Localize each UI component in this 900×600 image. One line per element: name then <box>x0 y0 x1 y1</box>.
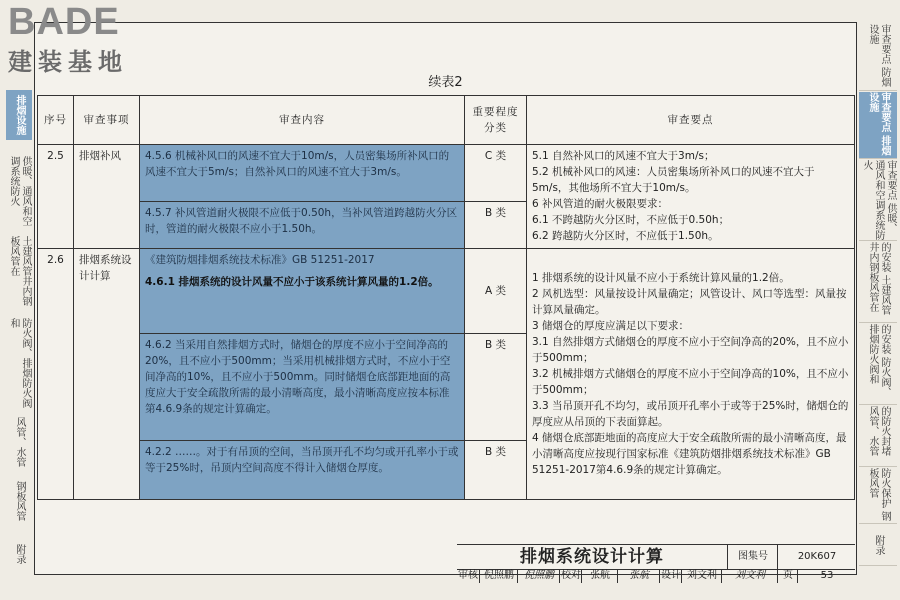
row-item: 排烟系统设计计算 <box>74 249 140 500</box>
row-points <box>527 145 855 249</box>
point-line: 3.2 机械排烟方式储烟仓的厚度不应小于空间净高的10%，且不应小于500mm； <box>532 368 849 396</box>
right-tab-steel-duct[interactable]: 防火保护 钢板风管 <box>859 468 897 524</box>
reviewer-signature: 倪照鹏 <box>517 569 560 583</box>
row-level: A 类 <box>465 249 527 334</box>
point-line: 5.1 自然补风口的风速不宜大于3m/s； <box>532 150 715 162</box>
page-number: 53 <box>797 569 856 583</box>
right-tab-fire-damper[interactable]: 的安装 防火阀、排烟防火阀和 <box>859 324 897 405</box>
header-content: 审查内容 <box>140 96 465 145</box>
point-line: 2 风机选型：风量按设计风量确定；风管设计、风口等选型：风量按计算风量确定。 <box>532 288 847 316</box>
atlas-label: 图集号 <box>727 545 778 569</box>
point-line: 3.3 当吊顶开孔不均匀，或吊顶开孔率小于或等于25%时，储烟仓的厚度应从吊顶的下表面算起。 <box>532 400 849 428</box>
row-content-clause <box>140 249 465 334</box>
row-level: B 类 <box>465 441 527 500</box>
reviewer-name: 倪照鹏 <box>479 569 518 583</box>
point-line: 6.2 跨越防火分区时，不应低于1.50h。 <box>532 230 719 242</box>
header-number: 序号 <box>38 96 74 145</box>
row-content-clause: 4.2.2 ……。对于有吊顶的空间，当吊顶开孔不均匀或开孔率小于或等于25%时，吊顶内空间高度不得计入储烟仓厚度。 <box>140 441 465 500</box>
row-item: 排烟补风 <box>74 145 140 249</box>
design-label: 设计 <box>661 570 681 581</box>
left-tab-fire-damper[interactable]: 防火阀、排烟防火阀和 <box>8 318 31 408</box>
right-tab-firestop[interactable]: 的防火封堵 风管、水管 <box>859 406 897 467</box>
point-line: 3 储烟仓的厚度应满足以下要求： <box>532 320 690 332</box>
left-tab-hvac[interactable]: 供暖、通风和空调系统防火 <box>8 156 31 226</box>
row-content-clause: 4.5.6 机械补风口的风速不宜大于10m/s，人员密集场所补风口的风速不宜大于5m/s；自然补风口的风速不宜大于3m/s。 <box>140 145 465 202</box>
standard-reference: 《建筑防烟排烟系统技术标准》GB 51251-2017 <box>145 254 375 266</box>
point-line: 6 补风管道的耐火极限要求： <box>532 198 669 210</box>
point-line: 3.1 自然排烟方式储烟仓的厚度不应小于空间净高的20%，且不应小于500mm； <box>532 336 849 364</box>
row-content-clause: 4.5.7 补风管道耐火极限不应低于0.50h，当补风管道跨越防火分区时，管道的耐火极限不应小于1.50h。 <box>140 202 465 249</box>
left-tab-smoke-exhaust[interactable]: 排烟设施 <box>6 90 32 140</box>
row-content-clause: 4.6.2 当采用自然排烟方式时，储烟仓的厚度不应小于空间净高的20%，且不应小于500mm；当采用机械排烟方式时，不应小于空间净高的10%，且不应小于500mm。同时储烟仓底部距地面的高度应大于安全疏散所需的最小清晰高度，最小清晰高度应按本标准第4.6.9条的规定计算确定。 <box>140 334 465 441</box>
page-label: 页 <box>777 569 798 583</box>
row-points <box>527 249 855 500</box>
right-tab-smoke-prevention[interactable]: 审查要点 防烟设施 <box>859 24 897 91</box>
checker-name: 张航 <box>581 569 618 583</box>
right-tab-smoke-exhaust[interactable]: 审查要点 排烟设施 <box>859 92 897 159</box>
atlas-number: 20K607 <box>777 545 856 569</box>
right-tab-duct-shaft[interactable]: 的安装 土建风管井内钢板风管在 <box>859 242 897 323</box>
watermark-logo <box>8 2 128 77</box>
review-table <box>37 95 855 500</box>
left-tab-steel-duct[interactable]: 钢板风管 <box>14 481 25 521</box>
right-tab-appendix[interactable]: 附录 <box>859 525 897 566</box>
point-line: 5.2 机械补风口的风速：人员密集场所补风口的风速不宜大于5m/s，其他场所不宜大于10m/s。 <box>532 166 815 194</box>
table-caption: 续表2 <box>428 75 463 90</box>
row-level: B 类 <box>465 334 527 441</box>
row-number: 2.6 <box>38 249 74 500</box>
header-points: 审查要点 <box>527 96 855 145</box>
row-number: 2.5 <box>38 145 74 249</box>
review-label: 审核 <box>458 570 478 581</box>
document-frame <box>34 22 857 581</box>
title-block <box>457 544 855 581</box>
table-row <box>38 145 855 202</box>
watermark-brand: BADE <box>8 1 120 43</box>
row-level: B 类 <box>465 202 527 249</box>
left-tab-strip <box>6 56 32 568</box>
designer-name: 刘文利 <box>681 569 722 583</box>
drawing-title: 排烟系统设计计算 <box>520 547 664 567</box>
checker-signature: 张航 <box>617 569 660 583</box>
check-label: 校对 <box>561 570 581 581</box>
left-tab-appendix[interactable]: 附录 <box>14 544 25 564</box>
watermark-sub: 建装基地 <box>8 48 128 76</box>
point-line: 1 排烟系统的设计风量不应小于系统计算风量的1.2倍。 <box>532 272 790 284</box>
point-line: 4 储烟仓底部距地面的高度应大于安全疏散所需的最小清晰高度，最小清晰高度应按现行国家标准《建筑防烟排烟系统技术标准》GB 51251-2017第4.6.9条的规定计算确定。 <box>532 432 847 476</box>
left-tab-duct-shaft[interactable]: 土建风管井内钢板风管在 <box>8 236 31 306</box>
row-level: C 类 <box>465 145 527 202</box>
clause-text: 4.6.1 排烟系统的设计风量不应小于该系统计算风量的1.2倍。 <box>145 276 439 288</box>
designer-signature: 刘文利 <box>721 569 778 583</box>
right-tab-strip <box>859 24 897 568</box>
right-tab-hvac[interactable]: 审查要点 供暖、通风和空调系统防火 <box>861 160 896 240</box>
point-line: 6.1 不跨越防火分区时，不应低于0.50h； <box>532 214 730 226</box>
table-header-row <box>38 96 855 145</box>
left-tab-pipes[interactable]: 风管、水管 <box>14 416 25 467</box>
header-level: 重要程度分类 <box>465 96 527 145</box>
table-row <box>38 249 855 334</box>
header-item: 审查事项 <box>74 96 140 145</box>
